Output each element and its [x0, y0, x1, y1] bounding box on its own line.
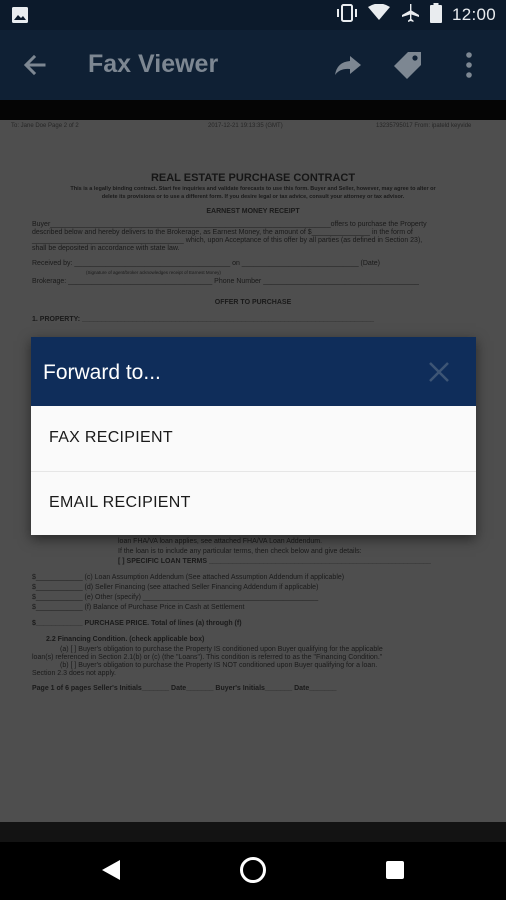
bottom-strip: [0, 822, 506, 842]
section-offer-to-purchase: OFFER TO PURCHASE: [214, 299, 292, 306]
dialog-header: [31, 337, 476, 406]
app-bar: [0, 30, 506, 100]
doc-header-left: To: Jane Doe Page 2 of 2: [11, 123, 79, 129]
amount-line-e: $____________ (e) Other (specify) _____________________________________________: [32, 594, 319, 601]
forward-dialog: [31, 337, 476, 535]
buyer-line-4: shall be deposited in accordance with state law.: [32, 245, 180, 252]
property-line: 1. PROPERTY: ___________________________________________________________________________: [32, 316, 375, 323]
loan-line-2: If the loan is to include any particular terms, then check below and give details:: [118, 548, 362, 555]
amount-line-d: $____________ (d) Seller Financing (see attached Seller Financing Addendum if applicable): [32, 584, 319, 591]
brokerage-line: Brokerage: _____________________________________ Phone Number ________________________________________: [32, 278, 419, 285]
section-earnest-money: EARNEST MONEY RECEIPT: [206, 208, 300, 215]
wifi-icon: [368, 4, 390, 26]
contract-subtitle-1: This is a legally binding contract. Start fee inquiries and validate forecasts to use this form. Buyer and Seller, however, may agree to alter or: [70, 186, 436, 192]
doc-header-right: 13235795017 From: ipateld keyvide: [376, 123, 472, 129]
email-recipient-option[interactable]: [31, 471, 476, 536]
received-by-line: Received by: ________________________________________ on ______________________________ (Date): [32, 260, 380, 267]
financing-a-2: loan(s) referenced in Section 2.1(b) or (c) (the "Loans"). This condition is referred to as the "Financing Condition.": [32, 654, 383, 661]
financing-a: (a) [ ] Buyer's obligation to purchase the Property IS conditioned upon Buyer qualifying for the applicable: [60, 646, 383, 653]
purchase-price-line: $____________ PURCHASE PRICE. Total of lines (a) through (f): [32, 620, 242, 627]
status-bar: [0, 0, 506, 30]
contract-subtitle-2: delete its provisions or to use a different form. If you desire legal or tax advice, consult your attorney or tax advisor.: [101, 194, 405, 200]
financing-b-2: Section 2.3 does not apply.: [32, 670, 116, 677]
share-icon[interactable]: [333, 50, 363, 80]
doc-header-date: 2017-12-21 19:13:35 (GMT): [208, 123, 283, 129]
nav-recent-icon[interactable]: [386, 861, 404, 879]
buyer-line-1: Buyer________________________________________________________________________offers to purchase the Property: [32, 221, 427, 228]
image-icon: [12, 7, 28, 28]
status-time: 12:00: [451, 5, 496, 24]
email-recipient-label: EMAIL RECIPIENT: [49, 494, 191, 511]
nav-home-icon[interactable]: [240, 857, 266, 883]
amount-line-c: $____________ (c) Loan Assumption Addendum (See attached Assumption Addendum if applicable): [32, 574, 345, 581]
app-title: Fax Viewer: [88, 50, 219, 78]
nav-back-icon[interactable]: [101, 859, 121, 886]
loan-line-1: loan FHA/VA loan applies, see attached FHA/VA Loan Addendum.: [118, 538, 323, 545]
page-footer: Page 1 of 6 pages Seller's Initials_______ Date_______ Buyer's Initials_______ Date_______: [32, 685, 337, 692]
financing-b: (b) [ ] Buyer's obligation to purchase the Property IS NOT conditioned upon Buyer qualifying for a loan.: [60, 662, 378, 669]
back-arrow-icon[interactable]: [22, 52, 48, 78]
received-sub-line: (Signature of agent/broker acknowledges receipt of Earnest Money): [86, 270, 221, 275]
buyer-line-3: _______________________________________ which, upon Acceptance of this offer by all parties (as defined in Section 23),: [32, 237, 423, 244]
loan-line-3: [ ] SPECIFIC LOAN TERMS _________________________________________________________: [118, 558, 431, 565]
close-icon[interactable]: [428, 361, 450, 383]
fax-recipient-option[interactable]: [31, 407, 476, 471]
battery-icon: [430, 3, 442, 28]
contract-title: REAL ESTATE PURCHASE CONTRACT: [150, 172, 356, 184]
tag-icon[interactable]: [393, 50, 423, 80]
vibrate-icon: [336, 4, 358, 27]
dialog-title: Forward to...: [43, 361, 161, 384]
fax-recipient-label: FAX RECIPIENT: [49, 429, 173, 446]
airplane-icon: [400, 3, 420, 28]
status-icons: [336, 0, 496, 30]
financing-title: 2.2 Financing Condition. (check applicable box): [46, 636, 205, 643]
toolbar-shadow: [0, 100, 506, 120]
buyer-line-2: described below and hereby delivers to the Brokerage, as Earnest Money, the amount of $_______________ in the form of: [32, 229, 413, 236]
more-vert-icon[interactable]: [462, 50, 476, 80]
amount-line-f: $____________ (f) Balance of Purchase Price in Cash at Settlement: [32, 604, 245, 611]
